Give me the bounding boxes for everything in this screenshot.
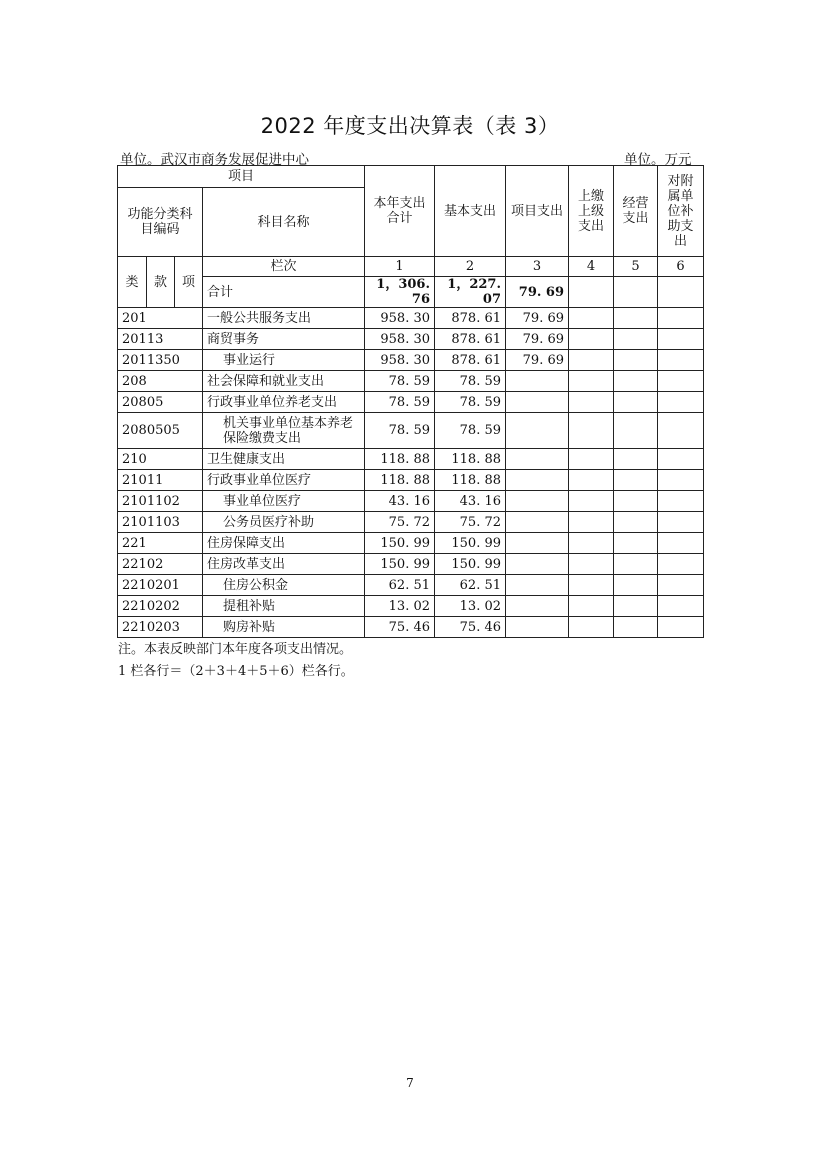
table-row — [118, 596, 704, 617]
total-label: 合计 — [203, 277, 365, 308]
row-project — [506, 533, 569, 554]
row-business — [614, 392, 658, 413]
row-project — [506, 554, 569, 575]
col-number-3: 3 — [506, 257, 569, 277]
row-subsidy — [658, 617, 704, 638]
row-upper — [569, 575, 614, 596]
row-subsidy — [658, 533, 704, 554]
row-upper — [569, 491, 614, 512]
row-project: 79. 69 — [506, 329, 569, 350]
row-code: 2011350 — [118, 350, 203, 371]
row-upper — [569, 350, 614, 371]
table-row — [118, 350, 704, 371]
row-code: 2080505 — [118, 413, 203, 449]
row-upper — [569, 413, 614, 449]
total-basic: 1，227. 07 — [435, 277, 506, 308]
header-xiang: 项 — [175, 257, 203, 308]
row-total: 43. 16 — [365, 491, 435, 512]
empty-cell — [569, 277, 614, 308]
row-name: 事业单位医疗 — [203, 491, 365, 512]
row-code: 20805 — [118, 392, 203, 413]
row-total: 118. 88 — [365, 449, 435, 470]
row-basic: 878. 61 — [435, 329, 506, 350]
row-upper — [569, 371, 614, 392]
row-project — [506, 617, 569, 638]
row-code: 21011 — [118, 470, 203, 491]
header-subject-name: 科目名称 — [203, 188, 365, 257]
row-code: 201 — [118, 308, 203, 329]
table-row — [118, 413, 704, 449]
row-total: 75. 72 — [365, 512, 435, 533]
row-business — [614, 554, 658, 575]
expenditure-table — [117, 165, 704, 638]
table-row — [118, 554, 704, 575]
row-project — [506, 512, 569, 533]
header-business: 经营支出 — [614, 166, 658, 257]
row-name: 住房公积金 — [203, 575, 365, 596]
row-business — [614, 575, 658, 596]
page-title: 2022 年度支出决算表（表 3） — [260, 114, 560, 138]
row-name: 行政事业单位养老支出 — [203, 392, 365, 413]
row-code: 22102 — [118, 554, 203, 575]
note-line-1: 注。本表反映部门本年度各项支出情况。 — [118, 642, 353, 657]
row-name: 住房保障支出 — [203, 533, 365, 554]
row-total: 78. 59 — [365, 392, 435, 413]
header-basic: 基本支出 — [435, 166, 506, 257]
row-business — [614, 350, 658, 371]
row-name: 行政事业单位医疗 — [203, 470, 365, 491]
row-basic: 75. 72 — [435, 512, 506, 533]
row-code: 2101103 — [118, 512, 203, 533]
row-subsidy — [658, 449, 704, 470]
row-code: 20113 — [118, 329, 203, 350]
row-total: 62. 51 — [365, 575, 435, 596]
row-name: 公务员医疗补助 — [203, 512, 365, 533]
table-row — [118, 449, 704, 470]
row-upper — [569, 308, 614, 329]
row-total: 958. 30 — [365, 329, 435, 350]
unit-currency: 单位。万元 — [624, 152, 692, 168]
col-number-4: 4 — [569, 257, 614, 277]
row-upper — [569, 392, 614, 413]
row-subsidy — [658, 512, 704, 533]
row-subsidy — [658, 554, 704, 575]
row-business — [614, 617, 658, 638]
table-row — [118, 371, 704, 392]
row-upper — [569, 533, 614, 554]
row-name: 社会保障和就业支出 — [203, 371, 365, 392]
table-row — [118, 392, 704, 413]
row-project — [506, 470, 569, 491]
row-business — [614, 449, 658, 470]
row-code: 2210203 — [118, 617, 203, 638]
row-upper — [569, 470, 614, 491]
note-line-2: 1 栏各行＝（2＋3＋4＋5＋6）栏各行。 — [118, 664, 354, 679]
header-func-code: 功能分类科目编码 — [118, 188, 203, 257]
row-code: 210 — [118, 449, 203, 470]
col-number-5: 5 — [614, 257, 658, 277]
header-kuan: 款 — [147, 257, 175, 308]
row-total: 958. 30 — [365, 308, 435, 329]
row-basic: 78. 59 — [435, 392, 506, 413]
row-name: 购房补贴 — [203, 617, 365, 638]
row-basic: 78. 59 — [435, 413, 506, 449]
row-subsidy — [658, 329, 704, 350]
row-project — [506, 413, 569, 449]
row-business — [614, 308, 658, 329]
total-project: 79. 69 — [506, 277, 569, 308]
row-total: 958. 30 — [365, 350, 435, 371]
header-lei: 类 — [118, 257, 147, 308]
row-name: 事业运行 — [203, 350, 365, 371]
row-basic: 118. 88 — [435, 470, 506, 491]
table-row — [118, 617, 704, 638]
row-total: 75. 46 — [365, 617, 435, 638]
row-project — [506, 392, 569, 413]
row-basic: 878. 61 — [435, 350, 506, 371]
row-code: 2101102 — [118, 491, 203, 512]
row-subsidy — [658, 470, 704, 491]
row-total: 78. 59 — [365, 413, 435, 449]
col-number-1: 1 — [365, 257, 435, 277]
row-upper — [569, 554, 614, 575]
row-basic: 62. 51 — [435, 575, 506, 596]
row-upper — [569, 329, 614, 350]
col-number-6: 6 — [658, 257, 704, 277]
table-row — [118, 533, 704, 554]
empty-cell — [658, 277, 704, 308]
header-project: 项目 — [118, 166, 365, 188]
row-business — [614, 491, 658, 512]
row-project: 79. 69 — [506, 350, 569, 371]
row-upper — [569, 617, 614, 638]
row-subsidy — [658, 392, 704, 413]
row-subsidy — [658, 308, 704, 329]
col-number-2: 2 — [435, 257, 506, 277]
row-code: 2210201 — [118, 575, 203, 596]
row-total: 118. 88 — [365, 470, 435, 491]
row-business — [614, 329, 658, 350]
table-row — [118, 491, 704, 512]
row-subsidy — [658, 371, 704, 392]
row-project — [506, 449, 569, 470]
row-subsidy — [658, 350, 704, 371]
row-total: 150. 99 — [365, 554, 435, 575]
table-row — [118, 308, 704, 329]
row-subsidy — [658, 575, 704, 596]
table-row — [118, 575, 704, 596]
header-project-expense: 项目支出 — [506, 166, 569, 257]
row-business — [614, 371, 658, 392]
row-total: 13. 02 — [365, 596, 435, 617]
row-upper — [569, 512, 614, 533]
row-project — [506, 596, 569, 617]
header-subsidy: 对附属单位补助支出 — [658, 166, 704, 257]
row-project — [506, 371, 569, 392]
table-row — [118, 512, 704, 533]
row-business — [614, 470, 658, 491]
total-value: 1，306. 76 — [365, 277, 435, 308]
row-business — [614, 533, 658, 554]
row-total: 150. 99 — [365, 533, 435, 554]
row-business — [614, 512, 658, 533]
row-project — [506, 491, 569, 512]
page-number: 7 — [406, 1076, 414, 1090]
row-project: 79. 69 — [506, 308, 569, 329]
row-upper — [569, 449, 614, 470]
row-code: 208 — [118, 371, 203, 392]
row-name: 卫生健康支出 — [203, 449, 365, 470]
empty-cell — [614, 277, 658, 308]
row-basic: 75. 46 — [435, 617, 506, 638]
row-basic: 78. 59 — [435, 371, 506, 392]
header-lanci: 栏次 — [203, 257, 365, 277]
unit-organization: 单位。武汉市商务发展促进中心 — [120, 152, 309, 168]
row-subsidy — [658, 413, 704, 449]
row-basic: 43. 16 — [435, 491, 506, 512]
row-total: 78. 59 — [365, 371, 435, 392]
row-business — [614, 413, 658, 449]
row-name: 住房改革支出 — [203, 554, 365, 575]
row-basic: 150. 99 — [435, 533, 506, 554]
row-basic: 878. 61 — [435, 308, 506, 329]
row-name: 商贸事务 — [203, 329, 365, 350]
total-row — [118, 277, 704, 308]
row-subsidy — [658, 491, 704, 512]
row-project — [506, 575, 569, 596]
row-name: 一般公共服务支出 — [203, 308, 365, 329]
row-basic: 13. 02 — [435, 596, 506, 617]
row-code: 2210202 — [118, 596, 203, 617]
table-row — [118, 470, 704, 491]
row-subsidy — [658, 596, 704, 617]
row-name: 机关事业单位基本养老保险缴费支出 — [203, 413, 365, 449]
row-business — [614, 596, 658, 617]
row-basic: 118. 88 — [435, 449, 506, 470]
row-basic: 150. 99 — [435, 554, 506, 575]
row-name: 提租补贴 — [203, 596, 365, 617]
table-row — [118, 329, 704, 350]
row-code: 221 — [118, 533, 203, 554]
header-total: 本年支出合计 — [365, 166, 435, 257]
header-upper: 上缴上级支出 — [569, 166, 614, 257]
row-upper — [569, 596, 614, 617]
